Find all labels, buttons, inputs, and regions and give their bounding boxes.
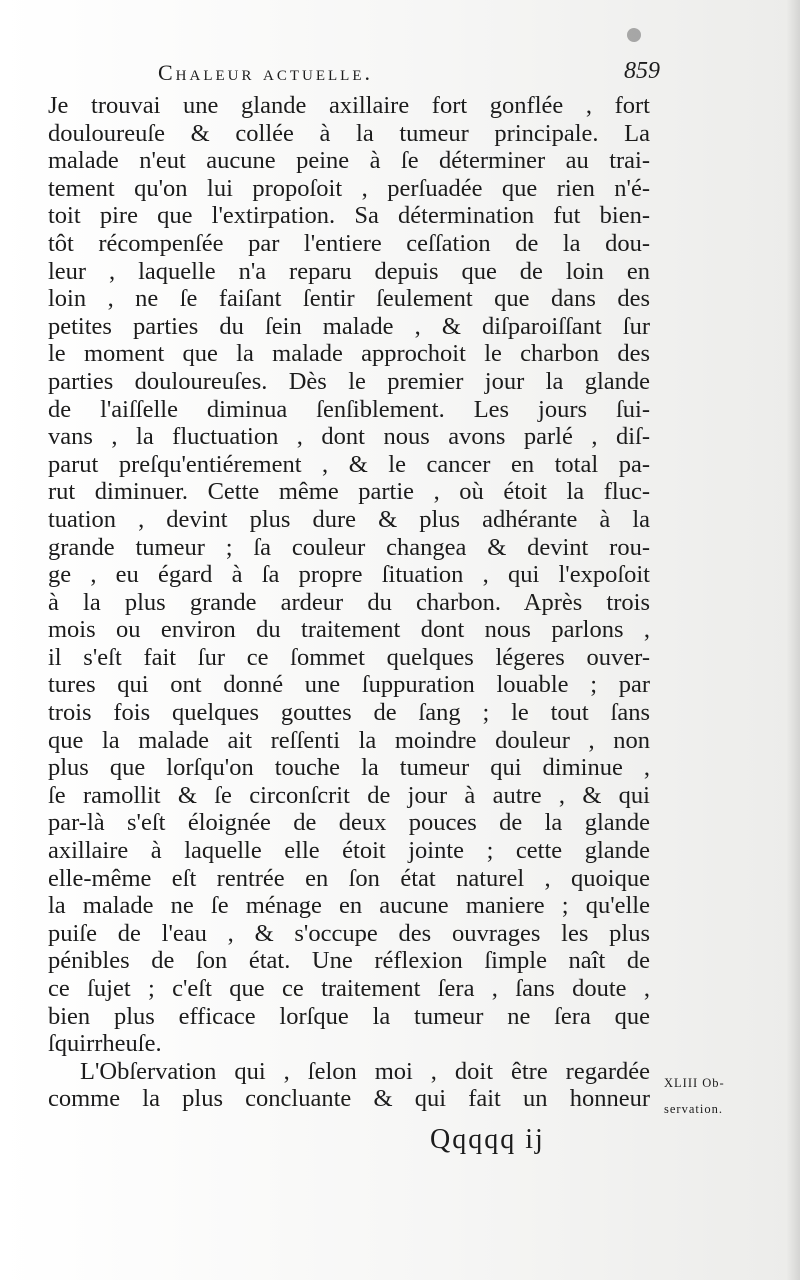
text-line: la malade ne ſe ménage en aucune maniere ; qu'elle <box>48 892 650 920</box>
text-line: comme la plus concluante & qui fait un honneur <box>48 1085 650 1113</box>
text-line: pénibles de ſon état. Une réflexion ſimple naît de <box>48 947 650 975</box>
text-line: parties douloureuſes. Dès le premier jour la glande <box>48 367 650 395</box>
text-line: bien plus efficace lorſque la tumeur ne ſera que <box>48 1002 650 1030</box>
text-line: le moment que la malade approchoit le charbon des <box>48 340 650 368</box>
text-line: par-là s'eſt éloignée de deux pouces de la glande <box>48 809 650 837</box>
text-line: mois ou environ du traitement dont nous parlons , <box>48 616 650 644</box>
text-line: tement qu'on lui propoſoit , perſuadée que rien n'é- <box>48 174 650 202</box>
text-line: elle-même eſt rentrée en ſon état naturel , quoique <box>48 864 650 892</box>
ink-spot <box>627 28 641 42</box>
signature-mark: Qqqqq ij <box>430 1124 545 1155</box>
text-line: à la plus grande ardeur du charbon. Après trois <box>48 588 650 616</box>
text-line: il s'eſt fait ſur ce ſommet quelques légeres ouver- <box>48 643 650 671</box>
text-line: ge , eu égard à ſa propre ſituation , qui l'expoſoit <box>48 561 650 589</box>
text-line: Je trouvai une glande axillaire fort gonflée , fort <box>48 92 650 119</box>
text-line: leur , laquelle n'a reparu depuis que de loin en <box>48 257 650 285</box>
text-line: douloureuſe & collée à la tumeur principale. La <box>48 119 650 147</box>
text-line: de l'aiſſelle diminua ſenſiblement. Les jours ſui- <box>48 395 650 423</box>
text-line: malade n'eut aucune peine à ſe déterminer au trai- <box>48 147 650 175</box>
text-line: vans , la fluctuation , dont nous avons parlé , diſ- <box>48 423 650 451</box>
paragraph-end-line: ſquirrheuſe. <box>48 1030 162 1058</box>
margin-note-line: servation. <box>664 1102 723 1116</box>
text-line: toit pire que l'extirpation. Sa détermination fut bien- <box>48 202 650 230</box>
text-line: L'Obſervation qui , ſelon moi , doit être regardée <box>80 1057 650 1085</box>
text-line: ſe ramollit & ſe circonſcrit de jour à autre , & qui <box>48 781 650 809</box>
text-line: grande tumeur ; ſa couleur changea & devint rou- <box>48 533 650 561</box>
text-line: tuation , devint plus dure & plus adhérante à la <box>48 505 650 533</box>
text-line: tures qui ont donné une ſuppuration louable ; par <box>48 671 650 699</box>
text-line: petites parties du ſein malade , & diſparoiſſant ſur <box>48 312 650 340</box>
text-line: rut diminuer. Cette même partie , où étoit la fluc- <box>48 478 650 506</box>
text-line: trois fois quelques gouttes de ſang ; le tout ſans <box>48 699 650 727</box>
text-line: que la malade ait reſſenti la moindre douleur , non <box>48 726 650 754</box>
margin-note-line: XLIII Ob- <box>664 1076 725 1090</box>
body-text <box>48 92 650 1113</box>
text-line: plus que lorſqu'on touche la tumeur qui diminue , <box>48 754 650 782</box>
running-title: Chaleur actuelle. <box>158 60 373 85</box>
margin-note <box>664 1070 796 1122</box>
text-line: parut preſqu'entiérement , & le cancer en total pa- <box>48 450 650 478</box>
text-line: axillaire à laquelle elle étoit jointe ; cette glande <box>48 837 650 865</box>
text-line: loin , ne ſe faiſant ſentir ſeulement que dans des <box>48 285 650 313</box>
page-number: 859 <box>624 58 660 84</box>
page-header <box>150 58 660 94</box>
text-line: ce ſujet ; c'eſt que ce traitement ſera , ſans doute , <box>48 975 650 1002</box>
text-line: puiſe de l'eau , & s'occupe des ouvrages les plus <box>48 919 650 947</box>
text-line: tôt récompenſée par l'entiere ceſſation de la dou- <box>48 229 650 257</box>
